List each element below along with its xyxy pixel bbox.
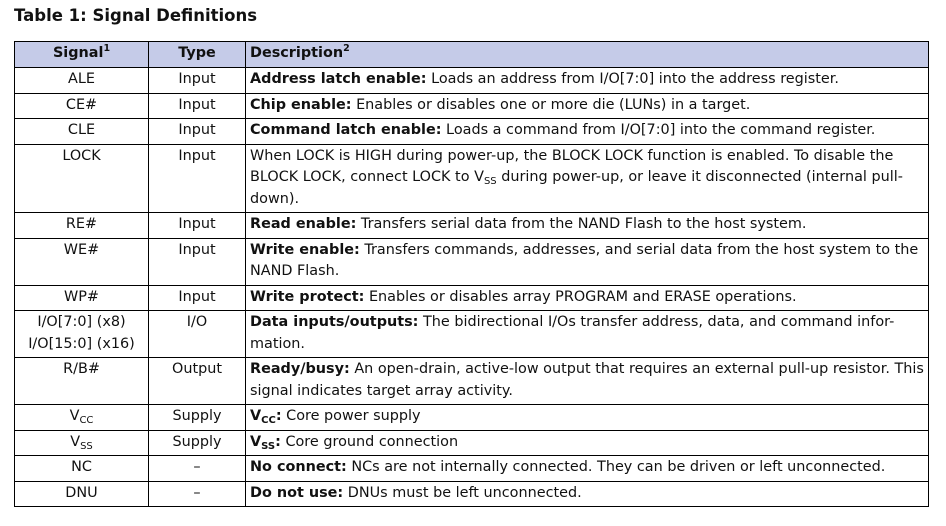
signal-cell: DNU — [15, 481, 149, 507]
description-cell: Chip enable: Enables or disables one or more die (LUNs) in a target. — [246, 93, 929, 119]
signal-cell: $V_{CC}$ — [15, 405, 149, 431]
table-row — [15, 144, 929, 213]
footnote-marker: 1 — [103, 43, 111, 55]
signal-cell: I/O[7:0] (x8) I/O[15:0] (x16) — [15, 311, 149, 358]
signal-cell: ALE — [15, 68, 149, 94]
description-cell: Write enable: Transfers commands, addresses, and serial data from the host system to the NAND Flash. — [246, 238, 929, 285]
type-cell: Input — [149, 144, 246, 213]
description-cell: Write protect: Enables or disables array PROGRAM and ERASE operations. — [246, 285, 929, 311]
signal-cell: R/B# — [15, 358, 149, 405]
description-cell: Address latch enable: Loads an address from I/O[7:0] into the address register. — [246, 68, 929, 94]
table-row — [15, 119, 929, 145]
type-cell: I/O — [149, 311, 246, 358]
type-cell: Input — [149, 68, 246, 94]
signal-cell: NC — [15, 456, 149, 482]
type-cell: Output — [149, 358, 246, 405]
header-type: Type — [149, 42, 246, 68]
table-row — [15, 405, 929, 431]
description-cell: Do not use: DNUs must be left unconnected. — [246, 481, 929, 507]
signal-cell: WP# — [15, 285, 149, 311]
signal-cell: $V_{SS}$ — [15, 430, 149, 456]
type-cell: Input — [149, 119, 246, 145]
table-row — [15, 430, 929, 456]
description-cell: $V_{SS}$: Core ground connection — [246, 430, 929, 456]
table-row — [15, 311, 929, 358]
type-cell: Input — [149, 213, 246, 239]
type-cell: Supply — [149, 405, 246, 431]
type-cell: Input — [149, 238, 246, 285]
type-cell: – — [149, 456, 246, 482]
description-cell: Data inputs/outputs: The bidirectional I/Os transfer address, data, and command infor-mation. — [246, 311, 929, 358]
table-row — [15, 358, 929, 405]
type-cell: Input — [149, 285, 246, 311]
signal-cell: WE# — [15, 238, 149, 285]
table-row — [15, 68, 929, 94]
description-cell: Read enable: Transfers serial data from the NAND Flash to the host system. — [246, 213, 929, 239]
header-description: Description$^2$ — [246, 42, 929, 68]
table-row — [15, 456, 929, 482]
header-signal: Signal$^1$ — [15, 42, 149, 68]
description-cell: When LOCK is HIGH during power-up, the BLOCK LOCK function is enabled. To disable the BLOCK LOCK, connect LOCK to $V_{SS}$ during power-up, or leave it disconnected (internal pull-down). — [246, 144, 929, 213]
type-cell: – — [149, 481, 246, 507]
description-cell: Ready/busy: An open-drain, active-low output that requires an external pull-up resistor. This signal indicates target array activity. — [246, 358, 929, 405]
type-cell: Input — [149, 93, 246, 119]
table-row — [15, 285, 929, 311]
footnote-marker: 2 — [343, 43, 350, 55]
table-row — [15, 213, 929, 239]
table-title: Table 1: Signal Definitions — [14, 6, 258, 25]
signal-definitions-table — [14, 41, 929, 507]
table-row — [15, 238, 929, 285]
table-header-row — [15, 42, 929, 68]
signal-cell: CLE — [15, 119, 149, 145]
type-cell: Supply — [149, 430, 246, 456]
table-row — [15, 481, 929, 507]
description-cell: Command latch enable: Loads a command from I/O[7:0] into the command register. — [246, 119, 929, 145]
signal-cell: CE# — [15, 93, 149, 119]
signal-cell: LOCK — [15, 144, 149, 213]
table-row — [15, 93, 929, 119]
description-cell: No connect: NCs are not internally connected. They can be driven or left unconnected. — [246, 456, 929, 482]
signal-cell: RE# — [15, 213, 149, 239]
description-cell: $V_{CC}$: Core power supply — [246, 405, 929, 431]
